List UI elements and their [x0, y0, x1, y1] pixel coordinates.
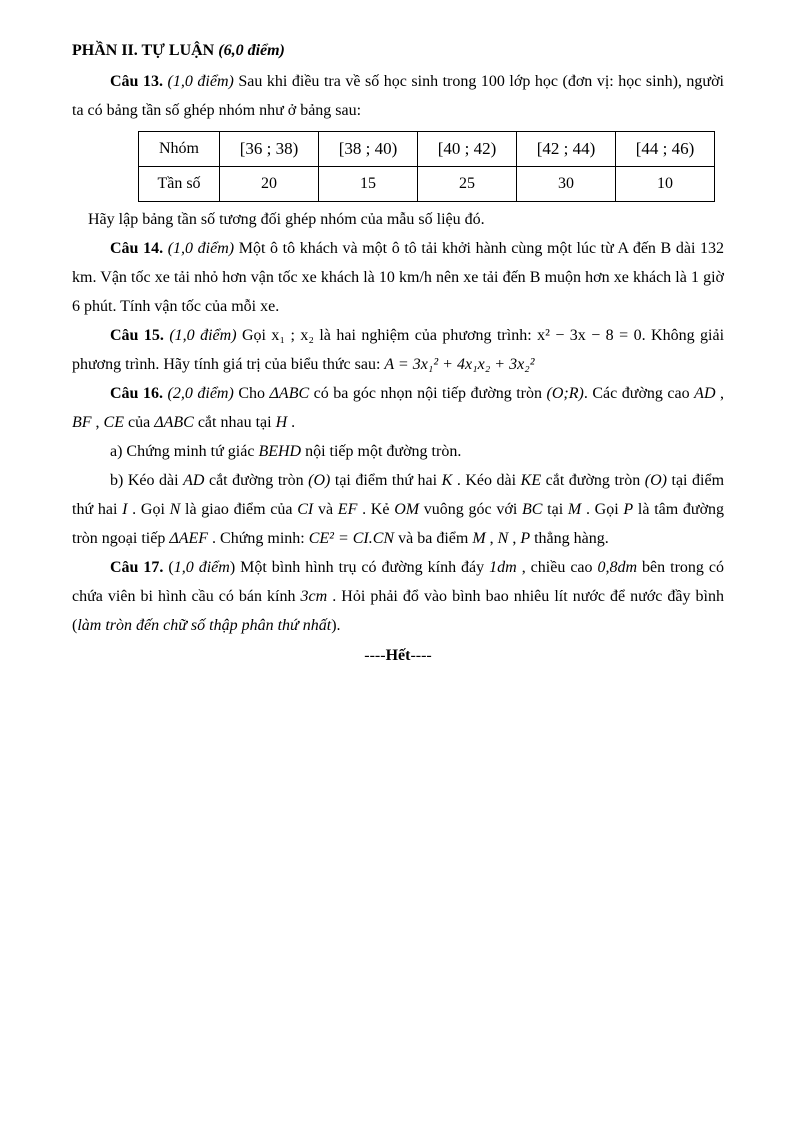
text-segment: ---- — [364, 647, 386, 664]
text-segment: là hai nghiệm của phương trình: x² − 3x − 8 = 0. Không giải phương trình. Hãy tính giá trị của biểu thức sau: — [72, 327, 725, 373]
text-segment: có ba góc nhọn nội tiếp đường tròn — [309, 385, 547, 402]
table-cell: 25 — [418, 167, 517, 202]
text-segment: . Kéo dài — [452, 472, 521, 489]
table-cell-group-label: Nhóm — [139, 132, 220, 167]
text-segment: (6,0 điểm) — [218, 42, 285, 59]
text-segment: là giao điểm của — [180, 501, 298, 518]
text-segment: OM — [394, 501, 420, 518]
table-cell: 30 — [517, 167, 616, 202]
text-segment: là tâm đường tròn ngoại tiếp — [72, 501, 725, 547]
text-segment: 0,8dm — [597, 559, 638, 576]
table-cell: [40 ; 42) — [418, 132, 517, 167]
question-16-text — [72, 379, 724, 437]
text-segment: ) Một bình hình trụ có đường kính đáy — [229, 559, 490, 576]
text-segment: P — [623, 501, 634, 518]
table-cell: 10 — [616, 167, 715, 202]
table-cell: [42 ; 44) — [517, 132, 616, 167]
text-segment: (1,0 điểm) — [167, 240, 235, 257]
text-segment: AD — [694, 385, 716, 402]
text-segment: BEHD — [258, 443, 302, 460]
text-segment: AD — [183, 472, 205, 489]
text-segment: tại điểm thứ hai — [330, 472, 442, 489]
text-segment: . Gọi — [127, 501, 170, 518]
text-segment: ; x — [285, 327, 309, 344]
text-segment: CE — [103, 414, 124, 431]
text-segment: Gọi x — [241, 327, 280, 344]
text-segment: Câu 13. — [110, 73, 168, 90]
text-segment: Sau khi điều tra về số học sinh trong 100 lớp học (đơn vị: học sinh), người ta có bảng tần số ghép nhóm như ở bảng sau: — [72, 73, 725, 119]
text-segment: Câu 16. — [110, 385, 168, 402]
q16-part-a — [72, 437, 724, 466]
table-cell: 20 — [220, 167, 319, 202]
text-segment: , — [508, 530, 521, 547]
text-segment: tại điểm thứ hai — [72, 472, 725, 518]
text-segment: Câu 14. — [110, 240, 168, 257]
text-segment: (O) — [644, 472, 667, 489]
text-segment: 1dm — [489, 559, 517, 576]
text-segment: 1,0 điểm — [173, 559, 230, 576]
text-segment: , — [91, 414, 104, 431]
question-14-text — [72, 234, 724, 321]
text-segment: bên trong có chứa viên bi hình cầu có bán kính — [72, 559, 725, 605]
text-segment: Hết — [385, 647, 411, 664]
text-segment: P — [520, 530, 531, 547]
text-segment: N — [169, 501, 181, 518]
text-segment: và — [313, 501, 338, 518]
text-segment: cắt đường tròn — [204, 472, 309, 489]
text-segment: . Hỏi phải đổ vào bình bao nhiêu lít nước để nước đầy bình ( — [72, 588, 724, 634]
text-segment: (1,0 điểm) — [169, 327, 242, 344]
text-segment: KE — [520, 472, 542, 489]
question-17-text — [72, 553, 724, 640]
text-segment: CI — [297, 501, 314, 518]
text-segment: (1,0 điểm) — [167, 73, 239, 90]
text-segment: và ba điểm — [394, 530, 473, 547]
text-segment: ( — [168, 559, 174, 576]
text-segment: EF — [337, 501, 358, 518]
text-segment: . Các đường cao — [583, 385, 695, 402]
section-heading — [72, 36, 724, 65]
question-15-text — [72, 321, 724, 379]
text-segment: (2,0 điểm) — [167, 385, 239, 402]
text-segment: a) Chứng minh tứ giác — [110, 443, 259, 460]
text-segment: , — [715, 385, 725, 402]
question-13-text — [72, 67, 724, 125]
text-segment: cắt đường tròn — [541, 472, 645, 489]
text-segment: 3cm — [300, 588, 328, 605]
text-segment: , — [485, 530, 498, 547]
text-segment: ΔABC — [269, 385, 310, 402]
text-segment: Cho — [238, 385, 270, 402]
text-segment: , chiều cao — [516, 559, 598, 576]
table-row-groups — [139, 132, 715, 167]
text-segment: làm tròn đến chữ số thập phân thứ nhất — [77, 617, 332, 634]
text-segment: A = 3x₁² + 4x₁x₂ + 3x₂² — [384, 356, 535, 373]
table-cell-frequency-label: Tần số — [139, 167, 220, 202]
text-segment: N — [497, 530, 509, 547]
text-segment: K — [441, 472, 453, 489]
table-cell: 15 — [319, 167, 418, 202]
table-cell: [36 ; 38) — [220, 132, 319, 167]
text-segment: thẳng hàng. — [530, 530, 609, 547]
text-segment: CE² = CI.CN — [308, 530, 395, 547]
text-segment: ---- — [410, 647, 432, 664]
q13-followup: Hãy lập bảng tần số tương đối ghép nhóm của mẫu số liệu đó. — [88, 211, 485, 228]
text-segment: . Chứng minh: — [208, 530, 309, 547]
text-segment: . Gọi — [581, 501, 624, 518]
text-segment: . Kẻ — [357, 501, 395, 518]
table-cell: [38 ; 40) — [319, 132, 418, 167]
text-segment: Câu 15. — [110, 327, 170, 344]
q16-part-b — [72, 466, 724, 553]
text-segment: H — [275, 414, 288, 431]
text-segment: M — [472, 530, 486, 547]
text-segment: b) Kéo dài — [110, 472, 184, 489]
text-segment: (O;R) — [546, 385, 584, 402]
text-segment: ₂ — [308, 327, 314, 344]
text-segment: M — [567, 501, 582, 518]
text-segment: Một ô tô khách và một ô tô tải khởi hành cùng một lúc từ A đến B dài 132 km. Vận tốc xe tải nhỏ hơn vận tốc xe khách là 10 km/h nên xe tải đến B muộn hơn xe khách là 1 giờ 6 phút. Tính vận tốc của mỗi xe. — [72, 240, 725, 315]
table-cell: [44 ; 46) — [616, 132, 715, 167]
text-segment: . — [287, 414, 296, 431]
text-segment: BF — [72, 414, 92, 431]
text-segment: ₁ — [279, 327, 286, 344]
text-segment: của — [124, 414, 155, 431]
text-segment: (O) — [308, 472, 331, 489]
text-segment: Câu 17. — [110, 559, 169, 576]
text-segment: ΔABC — [154, 414, 194, 431]
text-segment: PHẦN II. TỰ LUẬN — [72, 42, 219, 59]
text-segment: vuông góc với — [419, 501, 522, 518]
text-segment: BC — [522, 501, 543, 518]
text-segment: tại — [542, 501, 568, 518]
text-segment: ΔAEF — [169, 530, 209, 547]
table-row-frequencies — [139, 167, 715, 202]
q13-frequency-table — [138, 131, 715, 202]
text-segment: ). — [331, 617, 341, 634]
text-segment: cắt nhau tại — [193, 414, 276, 431]
end-marker — [72, 641, 724, 670]
text-segment: nội tiếp một đường tròn. — [301, 443, 462, 460]
text-segment: I — [122, 501, 128, 518]
